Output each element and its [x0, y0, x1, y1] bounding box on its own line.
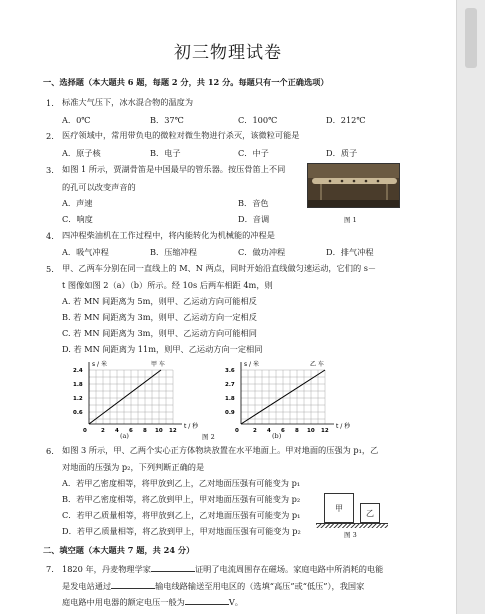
graph-b-xtick: 12: [321, 428, 329, 434]
q5-stem-line1: 甲、乙两车分别在同一直线上的 M、N 两点，同时开始沿直线做匀速运动，它们的 s－: [62, 263, 377, 273]
q3-number: 3.: [46, 165, 54, 175]
q7-number: 7.: [46, 564, 54, 574]
graph-a-ytick: 1.2: [73, 396, 83, 402]
q7-line1: [62, 563, 383, 575]
q7-line2: [62, 580, 364, 592]
graph-a-ytick: 1.8: [73, 382, 83, 388]
graph-b-xtick: 2: [253, 428, 257, 434]
q4-option-d: D．排气冲程: [326, 247, 374, 257]
ground-hatching: [316, 523, 388, 528]
q1-option-b: B．37℃: [150, 115, 184, 125]
bone-flute-illustration: [308, 164, 400, 208]
q1-number: 1.: [46, 98, 54, 108]
q5-option-b: B. 若 MN 间距离为 3m，则甲、乙运动方向一定相反: [62, 312, 257, 322]
q7-blank-3[interactable]: [185, 596, 229, 605]
q6-option-d: D．若甲乙质量相等，将乙放到甲上，甲对地面压强有可能变为 p₂: [62, 526, 301, 536]
q7-line3: [62, 596, 243, 608]
viewer-side-panel: [456, 0, 485, 614]
graph-b-xtick: 8: [295, 428, 299, 434]
q2-number: 2.: [46, 131, 54, 141]
q4-stem: 四冲程柴油机在工作过程中，将内能转化为机械能的冲程是: [62, 230, 275, 240]
graph-a-xtick: 6: [129, 428, 133, 434]
q6-option-c: C．若甲乙质量相等，将甲放到乙上，乙对地面压强有可能变为 p₁: [62, 510, 301, 520]
q1-option-a: A．0℃: [62, 115, 91, 125]
figure1-caption: 图 1: [344, 216, 357, 224]
q6-stem-line1: 如图 3 所示，甲、乙两个实心正方体物块放置在水平地面上。甲对地面的压强为 p₁，乙: [62, 445, 379, 455]
q4-option-b: B．压缩冲程: [150, 247, 197, 257]
q7-blank-2[interactable]: [111, 580, 155, 589]
q4-option-c: C．做功冲程: [238, 247, 286, 257]
q6-stem-line2: 对地面的压强为 p₂，下列判断正确的是: [62, 462, 205, 472]
q2-option-a: A．原子核: [62, 148, 101, 158]
graph-b-xtick: 0: [235, 428, 239, 434]
q1-option-d: D．212℃: [326, 115, 366, 125]
q6-number: 6.: [46, 446, 54, 456]
q5-option-d: D. 若 MN 间距离为 11m，则甲、乙运动方向一定相同: [62, 344, 263, 354]
graph-a-xtick: 12: [169, 428, 177, 434]
graph-b-st-chart: [218, 358, 358, 440]
q2-option-d: D．质子: [326, 148, 358, 158]
figure2-caption: 图 2: [202, 433, 215, 441]
graph-a-series-label: 甲 车: [151, 361, 165, 368]
q7-blank-1[interactable]: [151, 563, 195, 572]
section2-heading: 二、填空题（本大题共 7 题，共 24 分）: [43, 545, 195, 555]
q3-option-c: C．响度: [62, 214, 93, 224]
section1-heading: 一、选择题（本大题共 6 题，每题 2 分，共 12 分。每题只有一个正确选项）: [43, 77, 329, 87]
q3-option-b: B．音色: [238, 198, 269, 208]
graph-b-ytick: 2.7: [225, 382, 235, 388]
q7-line3-part2: V。: [228, 597, 243, 607]
graph-a-st-chart: [66, 358, 206, 440]
block-jia-label: 甲: [335, 503, 343, 513]
q3-stem-line2: 的孔可以改变声音的: [62, 182, 136, 192]
q5-option-c: C. 若 MN 间距离为 3m，则甲、乙运动方向可能相同: [62, 328, 257, 338]
graph-b-ytick: 3.6: [225, 368, 235, 374]
graph-a-xtick: 4: [115, 428, 119, 434]
graph-b-xlabel: t / 秒: [336, 423, 351, 430]
graph-b-xtick: 4: [267, 428, 271, 434]
q3-stem-line1: 如图 1 所示，贾湖骨笛是中国最早的管乐器。按压骨笛上不同: [62, 164, 286, 174]
block-yi: [360, 503, 380, 523]
q2-option-c: C．中子: [238, 148, 269, 158]
q2-stem: 医疗领域中，常用带负电的微粒对微生物进行杀灭，该微粒可能是: [62, 130, 300, 140]
q7-line2-part1: 是发电站通过: [62, 581, 112, 591]
q7-line1-part1: 1820 年，丹麦物理学家: [62, 564, 151, 574]
q6-option-b: B．若甲乙密度相等，将乙放到甲上，甲对地面压强有可能变为 p₂: [62, 494, 301, 504]
graph-a-xtick: 10: [155, 428, 163, 434]
graph-b-ytick: 0.9: [225, 410, 235, 416]
block-yi-label: 乙: [366, 508, 374, 518]
graph-a-xlabel: t / 秒: [184, 423, 199, 430]
q1-stem: 标准大气压下，冰水混合物的温度为: [62, 97, 194, 107]
graph-a-xtick: 8: [143, 428, 147, 434]
graph-a-ytick: 0.6: [73, 410, 83, 416]
q4-option-a: A．吸气冲程: [62, 247, 109, 257]
graph-b-ytick: 1.8: [225, 396, 235, 402]
q3-option-a: A．声速: [62, 198, 93, 208]
graph-b-caption: (b): [272, 432, 282, 440]
graph-b-ylabel: s / 米: [244, 361, 259, 368]
graph-b-series-label: 乙 车: [310, 361, 324, 368]
graph-b-xtick: 10: [307, 428, 315, 434]
graph-a-caption: (a): [120, 432, 129, 440]
q1-option-c: C．100℃: [238, 115, 278, 125]
q4-number: 4.: [46, 231, 54, 241]
figure3-caption: 图 3: [344, 531, 357, 539]
graph-b-xtick: 6: [281, 428, 285, 434]
graph-a-grid: [89, 370, 173, 424]
q5-number: 5.: [46, 264, 54, 274]
scrollbar-thumb[interactable]: [465, 8, 477, 68]
q2-option-b: B．电子: [150, 148, 181, 158]
bone-flute-photo: [307, 163, 400, 208]
q7-line2-part2: 输电线路输送至用电区的（选填“高压”或“低压”），我国家: [155, 581, 365, 591]
graph-a-line: [89, 370, 161, 424]
block-jia: [324, 493, 354, 523]
q3-option-d: D．音调: [238, 214, 270, 224]
page-title: 初三物理试卷: [174, 43, 282, 63]
q6-option-a: A．若甲乙密度相等，将甲放到乙上，乙对地面压强有可能变为 p₁: [62, 478, 301, 488]
q5-option-a: A. 若 MN 间距离为 5m，则甲、乙运动方向可能相反: [62, 296, 257, 306]
graph-a-xtick: 0: [83, 428, 87, 434]
graph-a-xtick: 2: [101, 428, 105, 434]
graph-a-ylabel: s / 米: [92, 361, 107, 368]
q7-line1-part2: 证明了电流周围存在磁场。家庭电路中所消耗的电能: [194, 564, 384, 574]
q5-stem-line2: t 图像如图 2（a）（b）所示。经 10s 后两车相距 4m，则: [62, 280, 273, 290]
q7-line3-part1: 庭电路中用电器的额定电压一般为: [62, 597, 185, 607]
graph-a-ytick: 2.4: [73, 368, 83, 374]
